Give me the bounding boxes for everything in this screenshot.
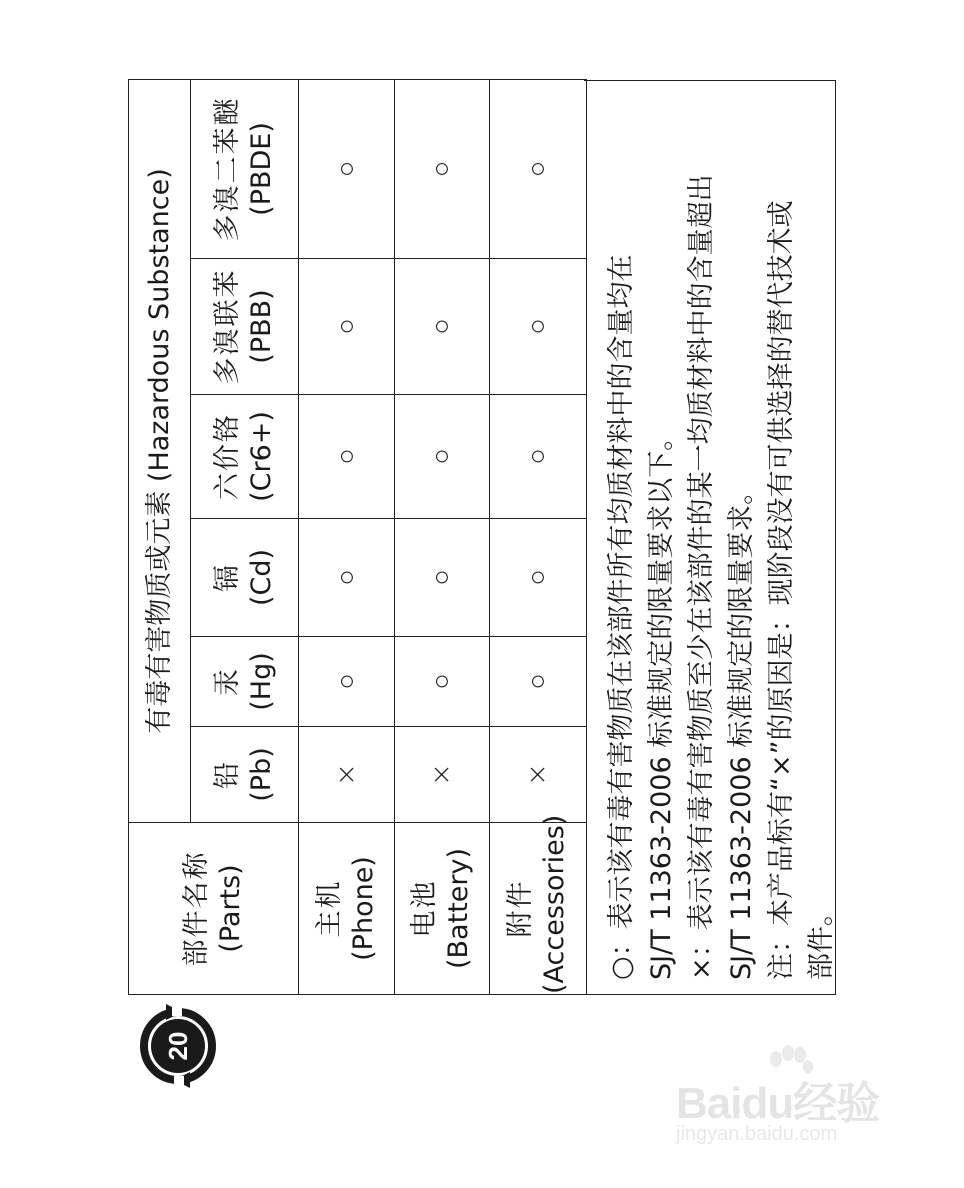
part-en: (Accessories) (539, 814, 570, 994)
note-line: SJ/T 11363-2006 标准规定的限量要求以下。 (646, 423, 677, 980)
substance-header (191, 79, 299, 258)
substance-en: (Hg) (245, 652, 277, 711)
mark-cell: × (490, 727, 587, 823)
substance-header (191, 727, 299, 823)
substance-cn: 镉 (211, 563, 243, 592)
substance-header (191, 519, 299, 637)
mark-cell: ○ (395, 259, 490, 395)
baidu-watermark (656, 1045, 916, 1160)
substance-en: (PBB) (245, 289, 277, 364)
table-row (490, 79, 587, 994)
mark-cell: ○ (299, 395, 395, 519)
part-name (490, 814, 587, 995)
mark-cell: ○ (299, 79, 395, 258)
mark-cell: ○ (490, 637, 587, 727)
mark-cell: ○ (395, 519, 490, 637)
efup-20-icon (136, 1000, 220, 1094)
mark-cell: ○ (490, 79, 587, 258)
substance-cn: 多溴二苯醚 (211, 96, 243, 242)
note-line: 部件。 (806, 899, 837, 980)
rotated-document (128, 80, 836, 995)
mark-cell: × (395, 727, 490, 823)
legend-notes (584, 80, 836, 995)
part-cn: 主机 (313, 879, 345, 938)
watermark-url: jingyan.baidu.com (676, 1123, 838, 1145)
parts-header (129, 823, 299, 995)
hazardous-substance-table (128, 79, 587, 995)
parts-header-cn: 部件名称 (180, 850, 212, 967)
mark-cell: ○ (299, 259, 395, 395)
note-line: SJ/T 11363-2006 标准规定的限量要求。 (726, 477, 757, 980)
substance-cn: 六价铬 (211, 413, 243, 500)
substance-en: (Cd) (245, 548, 277, 607)
mark-cell: ○ (395, 79, 490, 258)
hazard-header: 有毒有害物质或元素 (Hazardous Substance) (129, 79, 191, 822)
part-cn: 附件 (505, 879, 537, 938)
mark-cell: × (299, 727, 395, 823)
substance-en: (PBDE) (245, 122, 277, 216)
part-name (299, 823, 395, 995)
mark-cell: ○ (299, 519, 395, 637)
mark-cell: ○ (395, 395, 490, 519)
table-row (299, 79, 395, 994)
part-name (395, 823, 490, 995)
substance-en: (Pb) (245, 747, 277, 802)
part-cn: 电池 (409, 879, 441, 938)
substance-cn: 多溴联苯 (211, 268, 243, 385)
note-line: ×：表示该有毒有害物质至少在该部件的某一均质材料中的含量超出 (686, 174, 717, 980)
part-en: (Phone) (347, 856, 379, 961)
part-en: (Battery) (443, 848, 474, 969)
watermark-brand: Baidu经验 (676, 1079, 880, 1128)
mark-cell: ○ (490, 519, 587, 637)
substance-header (191, 259, 299, 395)
mark-cell: ○ (490, 259, 587, 395)
mark-cell: ○ (395, 637, 490, 727)
table-row (395, 79, 490, 994)
substance-header (191, 637, 299, 727)
note-line: 注：本产品标有“×”的原因是：现阶段没有可供选择的替代技术或 (766, 200, 797, 980)
logo-text: 20 (163, 1031, 193, 1061)
substance-cn: 铅 (211, 760, 243, 789)
note-line: ○：表示该有毒有害物质在该部件所有均质材料中的含量均在 (606, 254, 637, 980)
mark-cell: ○ (490, 395, 587, 519)
parts-header-en: (Parts) (214, 864, 246, 953)
substance-header (191, 395, 299, 519)
substance-en: (Cr6+) (245, 411, 277, 502)
substance-cn: 汞 (211, 667, 243, 696)
mark-cell: ○ (299, 637, 395, 727)
